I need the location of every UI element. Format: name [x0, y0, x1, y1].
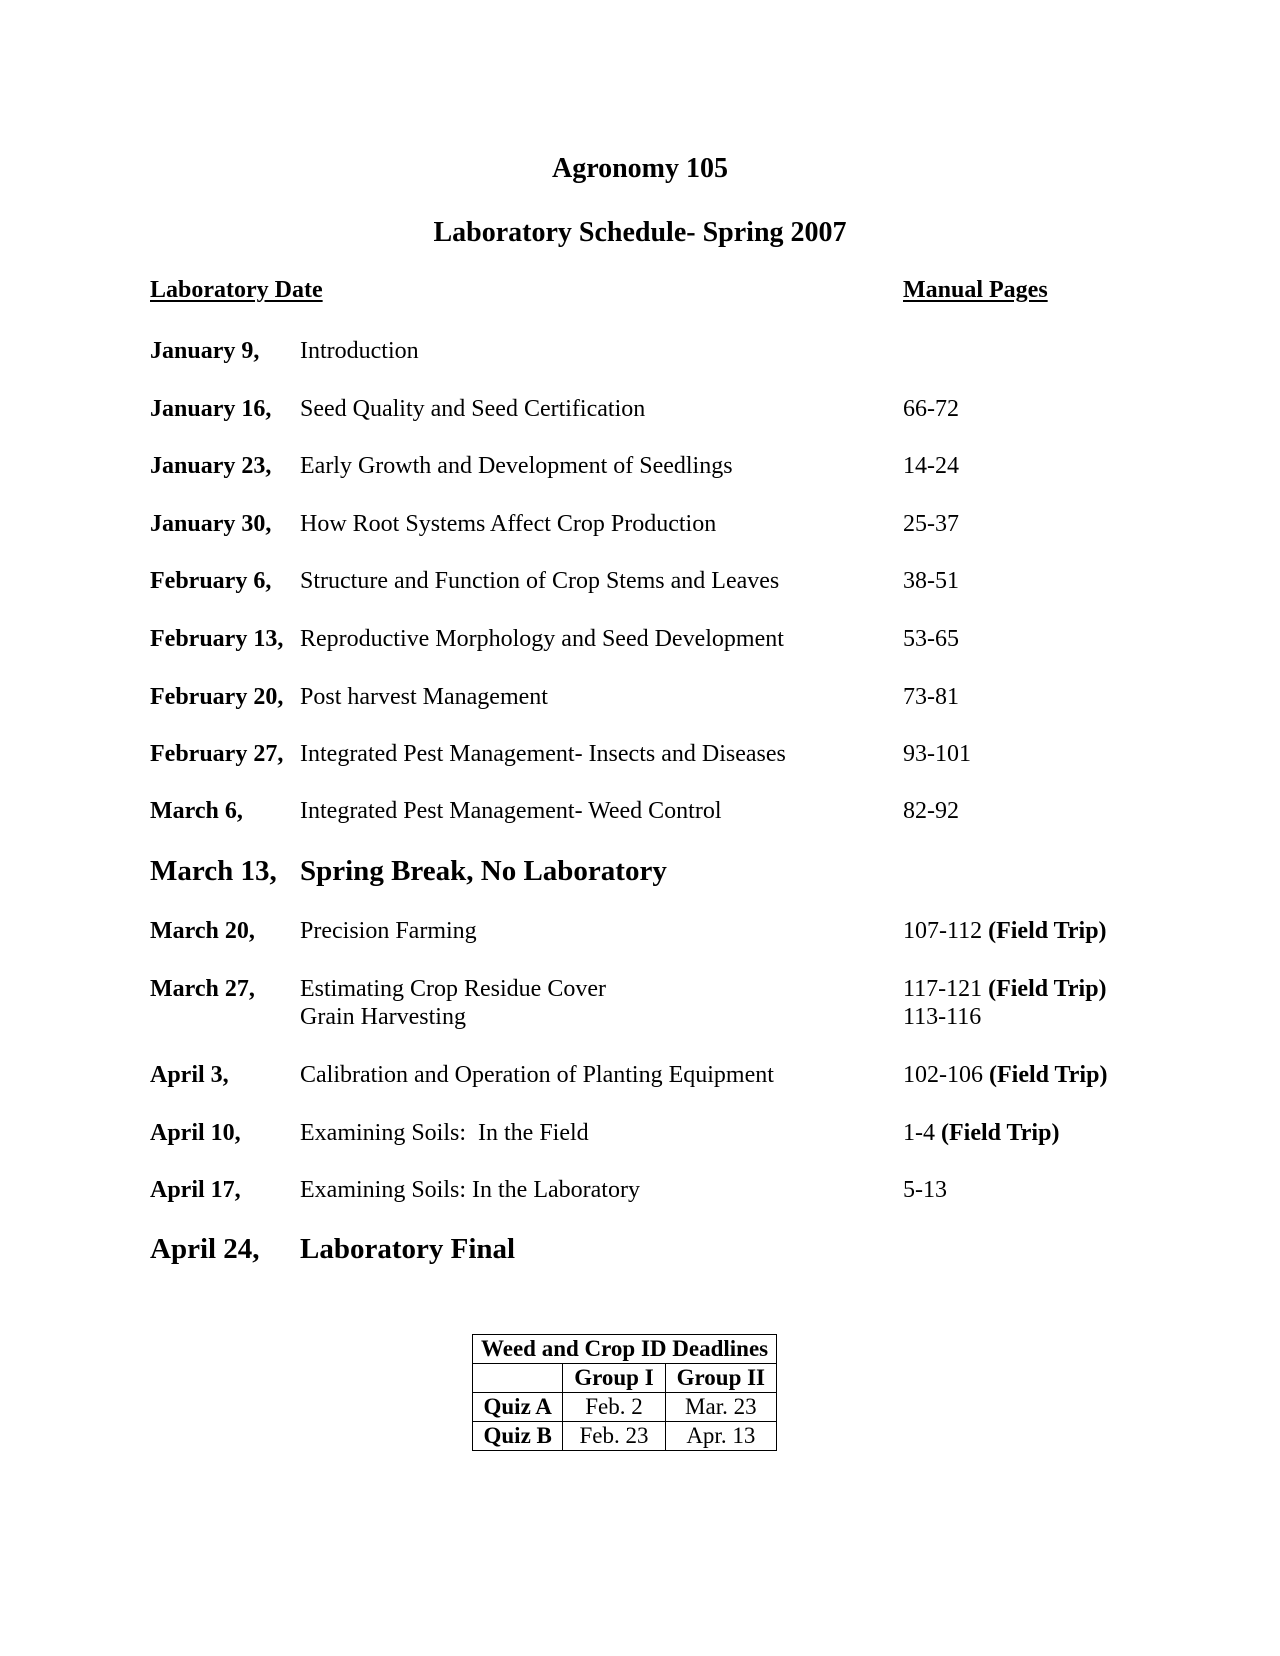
deadlines-table: [472, 1334, 777, 1451]
table-cell: Feb. 2: [563, 1393, 665, 1422]
row-date: April 17,: [150, 1177, 241, 1203]
row-pages-range: 113-116: [903, 1004, 982, 1030]
row-pages: [903, 917, 1107, 945]
table-caption: Weed and Crop ID Deadlines: [473, 1335, 777, 1364]
field-trip-note: (Field Trip): [941, 1120, 1060, 1146]
row-pages: [903, 975, 1107, 1031]
row-topic: Examining Soils: In the Laboratory: [300, 1177, 640, 1203]
row-pages: 5-13: [903, 1177, 947, 1203]
table-cell: Apr. 13: [665, 1422, 777, 1451]
row-topic: Post harvest Management: [300, 684, 548, 710]
field-trip-note: (Field Trip): [988, 918, 1107, 944]
table-row: [473, 1393, 777, 1422]
row-date: April 3,: [150, 1062, 229, 1088]
row-pages: 14-24: [903, 453, 959, 479]
row-date: March 20,: [150, 918, 255, 944]
row-topic: [300, 975, 606, 1031]
row-date: January 30,: [150, 511, 272, 537]
row-header-quiz: Quiz A: [473, 1393, 563, 1422]
row-pages: 38-51: [903, 568, 959, 594]
table-header-row: [473, 1364, 777, 1393]
column-header-group: Group II: [665, 1364, 777, 1393]
row-date: April 10,: [150, 1120, 241, 1146]
table-cell: Mar. 23: [665, 1393, 777, 1422]
row-topic: Calibration and Operation of Planting Equipment: [300, 1062, 774, 1088]
table-caption-row: [473, 1335, 777, 1364]
row-pages: [903, 1119, 1059, 1147]
row-pages: 82-92: [903, 798, 959, 824]
document-subtitle: Laboratory Schedule- Spring 2007: [433, 217, 847, 248]
row-topic: Integrated Pest Management- Insects and Diseases: [300, 741, 786, 767]
table-row: [473, 1422, 777, 1451]
row-date: April 24,: [150, 1233, 260, 1265]
row-topic-line: Estimating Crop Residue Cover: [300, 976, 606, 1002]
row-topic: Precision Farming: [300, 918, 477, 944]
row-pages-range: 1-4: [903, 1120, 935, 1146]
row-topic: How Root Systems Affect Crop Production: [300, 511, 717, 537]
field-trip-note: (Field Trip): [989, 1062, 1108, 1088]
row-date: February 13,: [150, 626, 284, 652]
field-trip-note: (Field Trip): [988, 976, 1107, 1002]
row-topic: Introduction: [300, 338, 419, 364]
row-pages: 66-72: [903, 396, 959, 422]
row-date: January 23,: [150, 453, 272, 479]
row-topic: Laboratory Final: [300, 1233, 516, 1265]
row-pages-range: 102-106: [903, 1062, 983, 1088]
row-pages: 93-101: [903, 741, 971, 767]
row-date: February 6,: [150, 568, 272, 594]
row-topic: Seed Quality and Seed Certification: [300, 396, 646, 422]
row-date: January 16,: [150, 396, 272, 422]
table-corner-cell: [473, 1364, 563, 1393]
row-topic-line: Grain Harvesting: [300, 1004, 466, 1030]
row-topic: Early Growth and Development of Seedlings: [300, 453, 733, 479]
row-date: March 6,: [150, 798, 243, 824]
row-topic: Structure and Function of Crop Stems and Leaves: [300, 568, 780, 594]
row-header-quiz: Quiz B: [473, 1422, 563, 1451]
row-date: February 20,: [150, 684, 284, 710]
row-topic: Integrated Pest Management- Weed Control: [300, 798, 722, 824]
row-pages: [903, 1061, 1107, 1089]
table-cell: Feb. 23: [563, 1422, 665, 1451]
row-date: January 9,: [150, 338, 260, 364]
row-pages-range: 117-121: [903, 976, 983, 1002]
row-pages: 53-65: [903, 626, 959, 652]
row-pages-range: 107-112: [903, 918, 983, 944]
row-topic: Spring Break, No Laboratory: [300, 855, 667, 887]
row-date: February 27,: [150, 741, 284, 767]
row-pages: 73-81: [903, 684, 959, 710]
row-topic: Examining Soils: In the Field: [300, 1120, 589, 1146]
row-date: March 13,: [150, 855, 277, 887]
column-header-pages: Manual Pages: [903, 277, 1048, 303]
column-header-group: Group I: [563, 1364, 665, 1393]
row-date: March 27,: [150, 976, 255, 1002]
row-topic: Reproductive Morphology and Seed Development: [300, 626, 784, 652]
row-pages: 25-37: [903, 511, 959, 537]
document-title: Agronomy 105: [551, 153, 729, 184]
column-header-date: Laboratory Date: [150, 277, 323, 303]
